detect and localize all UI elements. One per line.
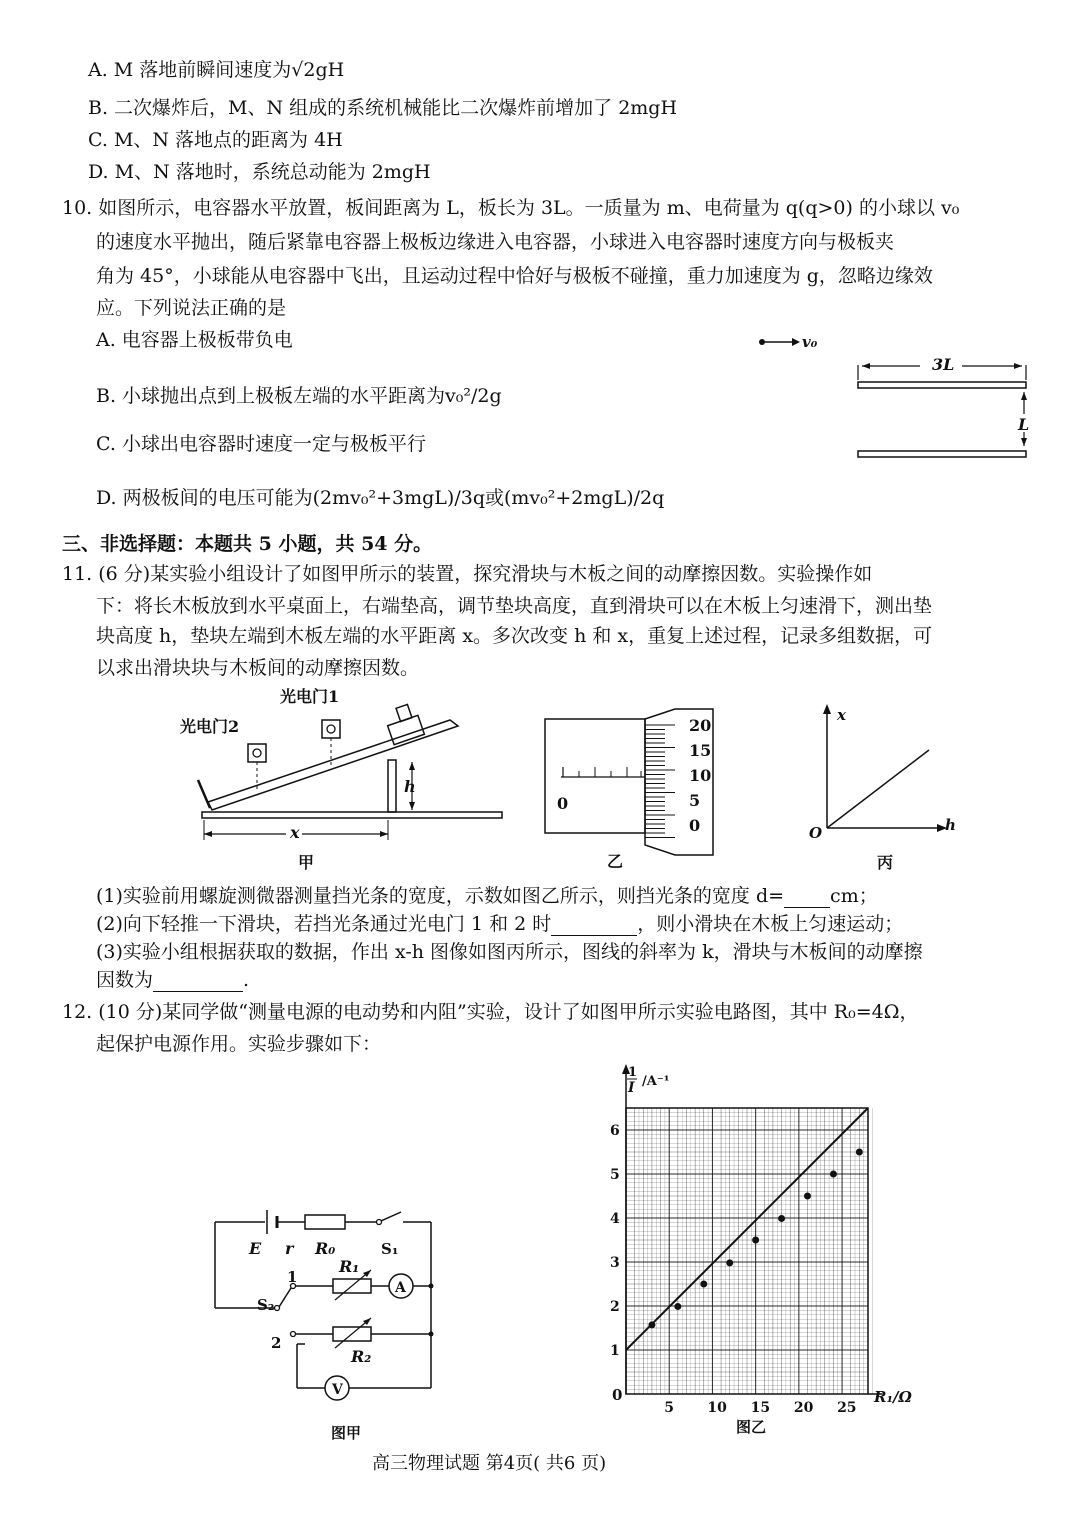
height-label: h [404, 777, 416, 796]
section-3-heading: 三、非选择题：本题共 5 小题，共 54 分。 [62, 533, 433, 555]
label-pos2: 2 [271, 1334, 282, 1352]
data-point [674, 1303, 681, 1310]
label-r1: R₁ [339, 1257, 360, 1276]
q10-option-b: B. 小球抛出点到上极板左端的水平距离为v₀²/2g [96, 385, 502, 407]
y-axis-label: I [628, 1080, 635, 1096]
origin-label: O [809, 824, 823, 842]
label-s2: S₂ [257, 1296, 275, 1314]
x-axis-label: R₁/Ω [874, 1388, 912, 1406]
q12-stem-line2: 起保护电源作用。实验步骤如下： [96, 1033, 382, 1055]
graph-caption: 图乙 [736, 1418, 767, 1436]
micrometer-figure [545, 695, 735, 870]
y-tick-label: 5 [610, 1167, 620, 1183]
q9-option-b: B. 二次爆炸后，M、N 组成的系统机械能比二次爆炸前增加了 2mgH [88, 97, 678, 119]
upper-plate [858, 382, 1026, 388]
r0-resistor [305, 1215, 345, 1229]
q11-sub3-end: . [243, 969, 250, 991]
answer-blank-mu[interactable] [153, 973, 243, 992]
q12-stem-line1: 12. (10 分)某同学做“测量电源的电动势和内阻”实验，设计了如图甲所示实验电路图，其中 R₀=4Ω， [62, 1001, 919, 1023]
support-block [388, 760, 396, 812]
micrometer-scale-label: 5 [689, 791, 701, 810]
caption-jia: 甲 [298, 853, 315, 872]
y-axis-label-num: 1 [628, 1065, 638, 1080]
label-s1: S₁ [381, 1240, 399, 1258]
q11-sub2-text: (2)向下轻推一下滑块，若挡光条通过光电门 1 和 2 时 [96, 913, 552, 935]
data-point [752, 1237, 759, 1244]
x-tick-label: 10 [707, 1400, 727, 1416]
q9-option-a [88, 58, 344, 82]
q10-stem-line1: 10. 如图所示，电容器水平放置，板间距离为 L，板长为 3L。一质量为 m、电荷量为 q(q>0) 的小球以 v₀ [62, 197, 960, 219]
table-surface [202, 812, 502, 818]
capacitor-figure [740, 320, 1040, 470]
circuit-figure [205, 1210, 445, 1450]
q11-stem-line2: 下：将长木板放到水平桌面上，右端垫高，调节垫块高度，直到滑块可以在木板上匀速滑下，测出垫 [96, 595, 933, 617]
v0-label: v₀ [802, 333, 818, 351]
y-tick-label: 2 [610, 1299, 620, 1315]
q11-sub3: (3)实验小组根据获取的数据，作出 x-h 图像如图丙所示，图线的斜率为 k，滑块与木板间的动摩擦 [96, 941, 923, 963]
micrometer-scale-label: 15 [689, 741, 712, 760]
x-tick-label: 25 [837, 1400, 857, 1416]
distance-label: x [290, 823, 300, 842]
switch-s2 [279, 1288, 291, 1307]
data-point [830, 1171, 837, 1178]
q9-option-a-text: A. M 落地前瞬间速度为√2gH [88, 59, 345, 81]
y-tick-label: 1 [610, 1343, 620, 1359]
main-scale-zero: 0 [557, 794, 569, 813]
caption-bing: 丙 [877, 853, 894, 872]
data-point [804, 1193, 811, 1200]
ammeter-label: A [395, 1280, 406, 1296]
x-tick-label: 15 [750, 1400, 771, 1416]
q11-stem-line3: 块高度 h，垫块左端到木板左端的水平距离 x。多次改变 h 和 x，重复上述过程，记录多组数据，可 [96, 625, 933, 647]
micrometer-scale-label: 20 [689, 716, 712, 735]
axis-x-label: x [837, 706, 846, 724]
plate-length-label: 3L [932, 355, 955, 374]
data-point [778, 1215, 785, 1222]
gate2-label: 光电门2 [180, 717, 240, 736]
voltmeter-label: V [332, 1382, 343, 1398]
inverse-current-chart [590, 1060, 920, 1440]
q11-sub3-line2 [96, 968, 249, 992]
gate1-label: 光电门1 [280, 687, 340, 706]
origin-zero: 0 [612, 1386, 623, 1404]
lower-plate [858, 451, 1026, 457]
gate1-icon [322, 720, 340, 738]
label-e: E [249, 1239, 262, 1258]
data-point [856, 1149, 863, 1156]
q11-stem-line1: 11. (6 分)某实验小组设计了如图甲所示的装置，探究滑块与木板之间的动摩擦因数。实验操作如 [62, 563, 873, 585]
data-point [648, 1321, 655, 1328]
data-point [700, 1281, 707, 1288]
y-tick-label: 4 [610, 1211, 620, 1227]
y-tick-label: 3 [610, 1255, 620, 1271]
q10-stem-line4: 应。下列说法正确的是 [96, 297, 287, 319]
answer-blank-gate[interactable] [551, 917, 637, 936]
q9-option-c: C. M、N 落地点的距离为 4H [88, 129, 343, 151]
micrometer-scale-label: 10 [689, 766, 712, 785]
q9-option-d: D. M、N 落地时，系统总动能为 2mgH [88, 161, 431, 183]
q11-sub1-unit: cm； [830, 885, 878, 907]
answer-blank-d[interactable] [784, 889, 830, 908]
x-tick-label: 20 [793, 1400, 814, 1416]
data-point [726, 1259, 733, 1266]
label-r0: R₀ [315, 1239, 336, 1258]
q11-sub2 [96, 912, 903, 936]
xh-line [827, 750, 929, 828]
q11-sub3-line2-text: 因数为 [96, 969, 154, 991]
circuit-caption: 图甲 [331, 1424, 362, 1442]
q10-option-c: C. 小球出电容器时速度一定与极板平行 [96, 433, 426, 455]
q11-stem-line4: 以求出滑块块与木板间的动摩擦因数。 [96, 657, 420, 679]
x-tick-label: 5 [664, 1400, 674, 1416]
xh-graph-figure [805, 700, 975, 870]
q10-option-a: A. 电容器上极板带负电 [96, 329, 293, 351]
y-axis-unit: /A⁻¹ [642, 1074, 670, 1089]
label-r2: R₂ [351, 1347, 372, 1366]
q11-sub2-tail: ，则小滑块在木板上匀速运动； [637, 913, 904, 935]
incline-figure [180, 680, 510, 870]
micrometer-scale-label: 0 [689, 816, 701, 835]
inclined-board [208, 720, 458, 810]
page-footer: 高三物理试题 第4页( 共6 页) [372, 1453, 607, 1474]
q10-option-d: D. 两极板间的电压可能为(2mv₀²+3mgL)/3q或(mv₀²+2mgL)/2q [96, 487, 665, 509]
gate2-icon [248, 744, 266, 762]
label-pos1: 1 [287, 1268, 298, 1286]
axis-h-label: h [945, 816, 956, 834]
q11-sub1 [96, 884, 878, 908]
y-tick-label: 6 [610, 1123, 620, 1139]
q10-stem-line2: 的速度水平抛出，随后紧靠电容器上极板边缘进入电容器，小球进入电容器时速度方向与极板夹 [96, 231, 895, 253]
q10-stem-line3: 角为 45°，小球能从电容器中飞出，且运动过程中恰好与极板不碰撞，重力加速度为 g，忽略边缘效 [96, 265, 933, 287]
q11-sub1-text: (1)实验前用螺旋测微器测量挡光条的宽度，示数如图乙所示，则挡光条的宽度 d= [96, 885, 785, 907]
label-r: r [285, 1239, 294, 1258]
gap-label: L [1018, 415, 1030, 434]
caption-yi: 乙 [607, 852, 624, 871]
switch-s1 [381, 1212, 401, 1221]
